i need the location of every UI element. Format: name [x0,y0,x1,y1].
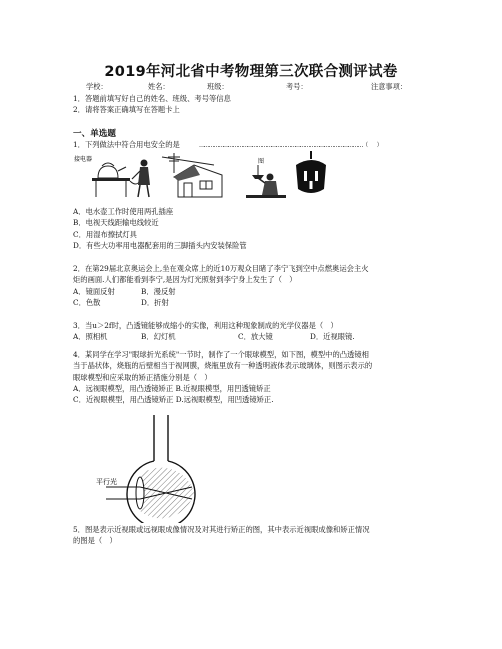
question-2 [73,263,433,308]
question-4-options-ab: A．远视眼模型，用凸透镜矫正 B.近视眼模型，用凹透镜矫正 [73,383,271,393]
question-1-leader-dots: …………………………………………………………………………………………（ ） [199,142,382,149]
question-3-stem: 3．当u＞2f时，凸透镜能够成缩小的实像，利用这种现象制成的光学仪器是（ ） [73,321,338,330]
question-4-line-3: 眼球模型和应采取的矫正措施分别是（ ） [73,372,212,382]
page-title: 2019年河北省中考物理第三次联合测评试卷 [104,64,398,80]
question-2-line-1: 2．在第29届北京奥运会上,坐在观众席上的近10万观众目睹了李宁飞到空中点燃奥运会主火 [73,264,369,273]
notice-label: 注意事项： [371,82,407,91]
question-3-option-c: C．放大镜 [238,332,273,342]
question-1-options [73,206,433,251]
question-1 [73,139,433,150]
question-4 [73,349,433,405]
section-heading: 一、单选题 [73,129,116,139]
question-1-option-a: A．电水壶工作时使用两孔插座 [73,207,174,216]
parallel-light-label: 平行光 [96,478,117,486]
wiping-lamp-image [246,157,286,198]
question-4-line-2: 当于晶状体，烧瓶的后壁相当于视网膜，烧瓶里放有一种透明液体表示玻璃体，则图示表示的 [73,361,373,371]
question-2-option-b: B．漫反射 [141,286,176,296]
name-field-label: 姓名： [148,82,170,91]
question-2-option-c: C．色散 [73,297,101,307]
question-2-line-2: 炬的画面.人们都能看到李宁,是因为灯光照射到李宁身上发生了（ ） [73,275,297,285]
exam-number-field-label: 考号： [286,82,308,91]
instruction-2: 2．请将答案正确填写在答题卡上 [73,104,180,114]
question-1-option-d: D．有些大功率用电器配套用的三脚插头内安装保险管 [73,240,247,250]
info-line [86,82,416,94]
question-1-option-b: B．电视天线距输电线较近 [73,218,159,228]
question-3-option-d: D．近视眼镜. [310,332,355,342]
instructions [73,94,231,115]
question-2-option-d: D．折射 [141,297,169,307]
question-4-line-1: 4．某同学在学习"眼球折光系统"一节时，制作了一个眼球模型，如下图，模型中的凸透镜相 [73,350,369,359]
plug-image [296,151,326,193]
question-5 [73,524,433,547]
question-1-figure [74,151,336,201]
question-3-option-a: A．照相机 [73,332,108,342]
eye-model-figure [92,413,222,523]
class-field-label: 班级： [207,82,229,91]
house-antenna-image [162,153,222,197]
question-3-option-b: B．幻灯机 [141,332,176,342]
question-1-stem: 1．下列做法中符合用电安全的是 [73,140,180,149]
kettle-scene-image [74,155,150,197]
question-1-option-c: C．用湿布擦拭灯具 [73,229,137,239]
question-2-option-a: A．镜面反射 [73,286,115,296]
question-5-line-2: 的图是（ ） [73,536,117,546]
question-3 [73,320,433,343]
question-5-line-1: 5．图是表示近视眼或远视眼成像情况及对其进行矫正的图，其中表示近视眼成像和矫正情况 [73,525,370,534]
svg-text:图: 图 [258,158,265,165]
figure-label: 接电器 [74,156,93,163]
question-4-options-cd: C．近视眼模型，用凸透镜矫正 D.远视眼模型，用凹透镜矫正. [73,395,274,405]
school-field-label: 学校： [86,82,108,91]
instruction-1: 1．答题前填写好自己的姓名、班级、考号等信息 [73,94,231,103]
